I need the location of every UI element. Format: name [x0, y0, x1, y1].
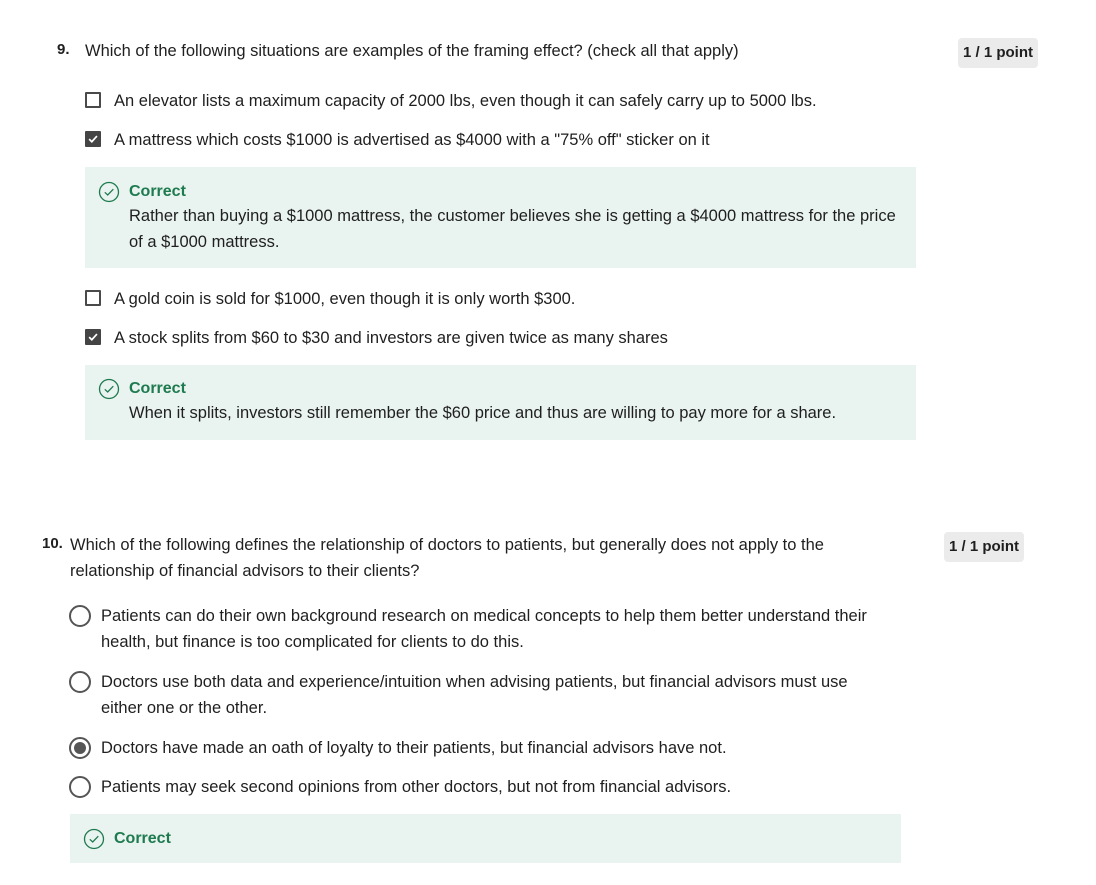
check-circle-icon	[98, 181, 120, 203]
feedback-header	[98, 181, 186, 203]
option-label: An elevator lists a maximum capacity of 2000 lbs, even though it can safely carry up to 5000 lbs.	[114, 92, 817, 110]
question-number: 10.	[42, 535, 63, 552]
feedback-title: Correct	[129, 183, 186, 200]
check-circle-icon	[98, 378, 120, 400]
option-label: Patients may seek second opinions from other doctors, but not from financial advisors.	[101, 778, 732, 796]
question-number: 9.	[57, 41, 70, 58]
option-label: A gold coin is sold for $1000, even though it is only worth $300.	[114, 290, 576, 308]
feedback-text: When it splits, investors still remember the $60 price and thus are willing to pay more for a share.	[129, 404, 837, 422]
feedback-correct	[70, 814, 901, 863]
option-radio[interactable]	[69, 603, 869, 655]
option-checkbox[interactable]	[85, 286, 915, 312]
option-label: Patients can do their own background research on medical concepts to help them better understand their health, but finance is too complicated for clients to do this.	[101, 607, 867, 651]
radio-dot	[74, 742, 86, 754]
checkbox-checked[interactable]	[85, 131, 101, 147]
checkmark-icon	[87, 330, 99, 344]
option-radio[interactable]	[69, 735, 869, 761]
option-label: Doctors use both data and experience/intuition when advising patients, but financial advisors must use either one or the other.	[101, 673, 848, 717]
option-label: A stock splits from $60 to $30 and investors are given twice as many shares	[114, 329, 668, 347]
feedback-correct	[85, 365, 916, 440]
feedback-header	[83, 828, 171, 850]
checkmark-icon	[87, 132, 99, 146]
option-label: A mattress which costs $1000 is advertised as $4000 with a "75% off" sticker on it	[114, 131, 710, 149]
option-label: Doctors have made an oath of loyalty to their patients, but financial advisors have not.	[101, 739, 727, 757]
score-badge: 1 / 1 point	[958, 38, 1038, 68]
option-checkbox[interactable]	[85, 88, 915, 114]
checkbox-unchecked[interactable]	[85, 92, 101, 108]
checkbox-checked[interactable]	[85, 329, 101, 345]
radio-button[interactable]	[69, 776, 91, 798]
question-text: Which of the following defines the relationship of doctors to patients, but generally does not apply to the relationship of financial advisors to their clients?	[70, 536, 824, 580]
option-radio[interactable]	[69, 774, 869, 800]
radio-button[interactable]	[69, 671, 91, 693]
feedback-text: Rather than buying a $1000 mattress, the customer believes she is getting a $4000 mattress for the price of a $1000 mattress.	[129, 207, 896, 251]
option-checkbox[interactable]	[85, 127, 915, 153]
question-text: Which of the following situations are examples of the framing effect? (check all that apply)	[85, 42, 739, 60]
feedback-correct	[85, 167, 916, 268]
option-radio[interactable]	[69, 669, 869, 721]
checkbox-unchecked[interactable]	[85, 290, 101, 306]
option-checkbox[interactable]	[85, 325, 915, 351]
score-badge: 1 / 1 point	[944, 532, 1024, 562]
check-circle-icon	[83, 828, 105, 850]
feedback-header	[98, 378, 186, 400]
feedback-title: Correct	[114, 830, 171, 847]
radio-button[interactable]	[69, 605, 91, 627]
radio-button-selected[interactable]	[69, 737, 91, 759]
feedback-title: Correct	[129, 380, 186, 397]
